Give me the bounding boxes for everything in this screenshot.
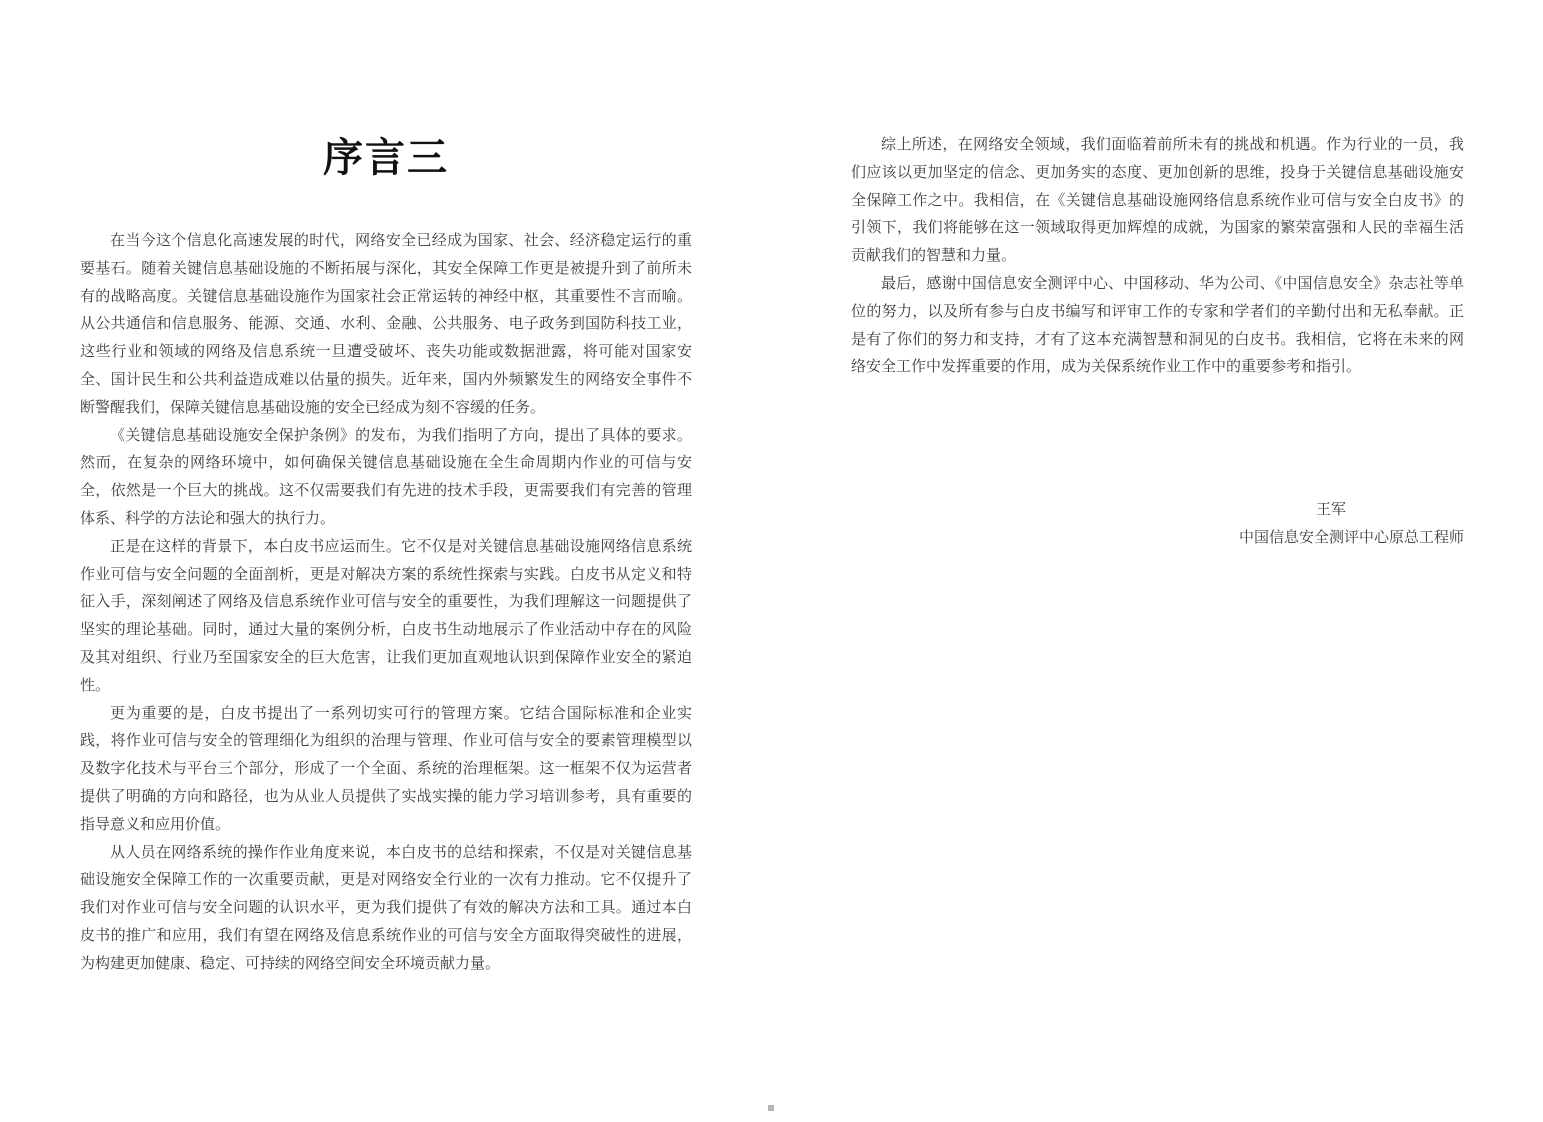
left-column bbox=[80, 227, 692, 978]
paragraph: 在当今这个信息化高速发展的时代，网络安全已经成为国家、社会、经济稳定运行的重要基石。随着关键信息基础设施的不断拓展与深化，其安全保障工作更是被提升到了前所未有的战略高度。关键信息基础设施作为国家社会正常运转的神经中枢，其重要性不言而喻。从公共通信和信息服务、能源、交通、水利、金融、公共服务、电子政务到国防科技工业，这些行业和领域的网络及信息系统一旦遭受破坏、丧失功能或数据泄露，将可能对国家安全、国计民生和公共利益造成难以估量的损失。近年来，国内外频繁发生的网络安全事件不断警醒我们，保障关键信息基础设施的安全已经成为刻不容缓的任务。 bbox=[80, 231, 692, 416]
paragraph: 正是在这样的背景下，本白皮书应运而生。它不仅是对关键信息基础设施网络信息系统作业可信与安全问题的全面剖析，更是对解决方案的系统性探索与实践。白皮书从定义和特征入手，深刻阐述了网络及信息系统作业可信与安全的重要性，为我们理解这一问题提供了坚实的理论基础。同时，通过大量的案例分析，白皮书生动地展示了作业活动中存在的风险及其对组织、行业乃至国家安全的巨大危害，让我们更加直观地认识到保障作业安全的紧迫性。 bbox=[80, 536, 692, 694]
paragraph: 从人员在网络系统的操作作业角度来说，本白皮书的总结和探索，不仅是对关键信息基础设施安全保障工作的一次重要贡献，更是对网络安全行业的一次有力推动。它不仅提升了我们对作业可信与安全问题的认识水平，更为我们提供了有效的解决方法和工具。通过本白皮书的推广和应用，我们有望在网络及信息系统作业的可信与安全方面取得突破性的进展，为构建更加健康、稳定、可持续的网络空间安全环境贡献力量。 bbox=[80, 842, 692, 972]
signature-name: 王军 bbox=[1315, 500, 1346, 518]
paragraph: 《关键信息基础设施安全保护条例》的发布，为我们指明了方向，提出了具体的要求。然而，在复杂的网络环境中，如何确保关键信息基础设施在全生命周期内作业的可信与安全，依然是一个巨大的挑战。这不仅需要我们有先进的技术手段，更需要我们有完善的管理体系、科学的方法论和强大的执行力。 bbox=[80, 425, 692, 527]
page-marker bbox=[768, 1105, 774, 1111]
paragraph: 最后，感谢中国信息安全测评中心、中国移动、华为公司、《中国信息安全》杂志社等单位的努力，以及所有参与白皮书编写和评审工作的专家和学者们的辛勤付出和无私奉献。正是有了你们的努力和支持，才有了这本充满智慧和洞见的白皮书。我相信，它将在未来的网络安全工作中发挥重要的作用，成为关保系统作业工作中的重要参考和指引。 bbox=[851, 273, 1464, 376]
page-title: 序言三 bbox=[323, 135, 449, 181]
paragraph: 更为重要的是，白皮书提出了一系列切实可行的管理方案。它结合国际标准和企业实践，将作业可信与安全的管理细化为组织的治理与管理、作业可信与安全的要素管理模型以及数字化技术与平台三个部分，形成了一个全面、系统的治理框架。这一框架不仅为运营者提供了明确的方向和路径，也为从业人员提供了实战实操的能力学习培训参考，具有重要的指导意义和应用价值。 bbox=[80, 703, 692, 833]
paragraph: 综上所述，在网络安全领域，我们面临着前所未有的挑战和机遇。作为行业的一员，我们应该以更加坚定的信念、更加务实的态度、更加创新的思维，投身于关键信息基础设施安全保障工作之中。我相信，在《关键信息基础设施网络信息系统作业可信与安全白皮书》的引领下，我们将能够在这一领域取得更加辉煌的成就，为国家的繁荣富强和人民的幸福生活贡献我们的智慧和力量。 bbox=[851, 135, 1464, 265]
signature-position: 中国信息安全测评中心原总工程师 bbox=[1238, 528, 1464, 546]
signature-block bbox=[1239, 495, 1464, 551]
right-column bbox=[851, 131, 1464, 381]
